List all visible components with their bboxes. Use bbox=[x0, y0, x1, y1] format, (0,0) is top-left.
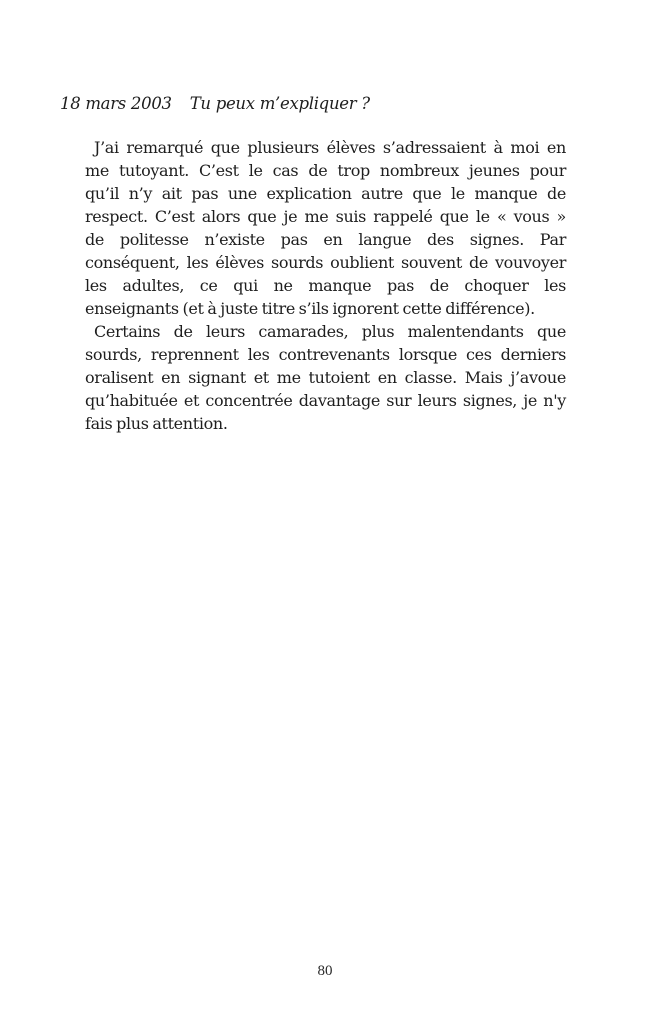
text-line: me tutoyant. C’est le cas de trop nombreux jeunes pour bbox=[85, 161, 566, 180]
paragraph-2 bbox=[85, 320, 566, 435]
entry-date: 18 mars 2003 bbox=[60, 94, 172, 113]
entry-title: Tu peux m’expliquer ? bbox=[189, 94, 370, 113]
page-number: 80 bbox=[317, 963, 333, 979]
text-line: de politesse n’existe pas en langue des signes. Par bbox=[85, 230, 566, 249]
text-line: les adultes, ce qui ne manque pas de choquer les bbox=[85, 276, 566, 295]
text-line: J’ai remarqué que plusieurs élèves s’adressaient à moi en bbox=[94, 138, 566, 157]
paragraph-1 bbox=[85, 136, 566, 320]
text-line: respect. C’est alors que je me suis rappelé que le « vous » bbox=[85, 207, 566, 226]
text-line: oralisent en signant et me tutoient en classe. Mais j’avoue bbox=[85, 368, 566, 387]
text-line: fais plus attention. bbox=[85, 414, 228, 433]
text-line: Certains de leurs camarades, plus malentendants que bbox=[94, 322, 566, 341]
text-line: qu’habituée et concentrée davantage sur leurs signes, je n'y bbox=[85, 391, 566, 410]
text-line: enseignants (et à juste titre s’ils ignorent cette différence). bbox=[85, 299, 535, 318]
text-line: qu’il n’y ait pas une explication autre que le manque de bbox=[85, 184, 566, 203]
text-line: conséquent, les élèves sourds oublient souvent de vouvoyer bbox=[85, 253, 566, 272]
entry-heading bbox=[60, 94, 370, 113]
text-line: sourds, reprennent les contrevenants lorsque ces derniers bbox=[85, 345, 566, 364]
body-text bbox=[85, 136, 566, 435]
